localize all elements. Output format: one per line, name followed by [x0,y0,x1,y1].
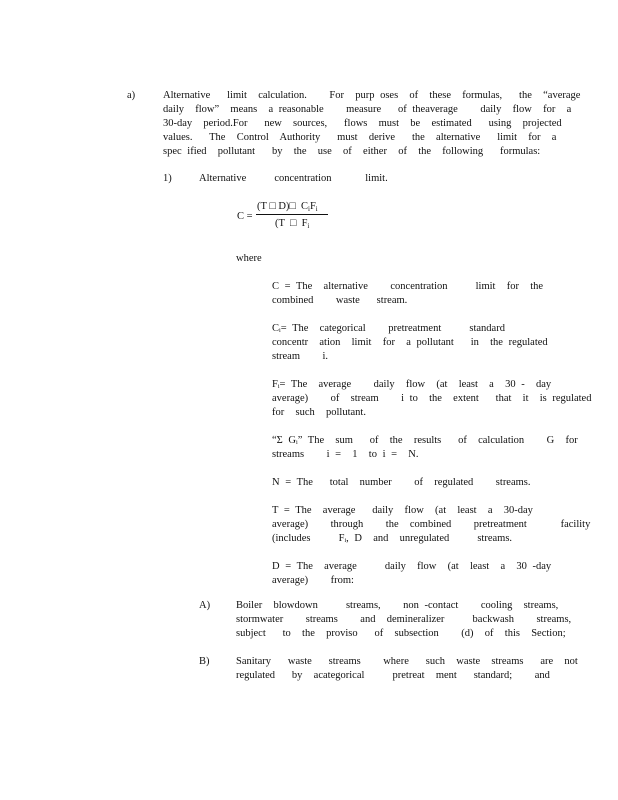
item-1-marker: 1) [163,173,172,184]
definition-n [272,476,532,490]
section-a-line: 30-day period.For new sources, flows must be estimated using projected [163,118,562,129]
formula-numerator-subscript: i [308,205,310,213]
formula-denominator-subscript: i [307,222,310,230]
formula-numerator-subscript-2: i [315,205,318,213]
definition-line: T = The average daily flow (at least a 30-day [272,505,533,516]
definition-line: stream i. [272,351,329,362]
definition-line: N = The total number of regulated streams. [272,477,531,488]
definition-ci [272,322,548,364]
section-a-line: spec ified pollutant by the use of either of the following formulas: [163,146,541,157]
item-1-label: Alternative concentration limit. [199,173,388,184]
definition-d [272,560,552,588]
alternative-concentration-formula [237,198,347,238]
section-a-line: Alternative limit calculation. For purp oses of these formulas, the “average [163,90,581,101]
definition-line: average) from: [272,575,354,586]
section-a-line: daily flow” means a reasonable measure of theaverage daily flow for a [163,104,572,115]
definition-fi [272,378,592,420]
definition-line: concentr ation limit for a pollutant in the regulated [272,337,548,348]
definition-sum-gi [272,434,578,462]
definition-line: combined waste stream. [272,295,408,306]
definition-line: (includes Fᵢ, D and unregulated streams. [272,533,513,544]
sub-item-line: Boiler blowdown streams, non -contact cooling streams, [236,600,559,611]
definitions-list [272,280,592,602]
sub-item-line: regulated by acategorical pretreat ment standard; and [236,670,550,681]
sub-item-line: stormwater streams and demineralizer backwash streams, [236,614,572,625]
definition-c [272,280,544,308]
formula-numerator-flow: F [309,201,316,212]
sub-item-line: subject to the proviso of subsection (d) of this Section; [236,628,566,639]
definition-t [272,504,591,546]
sub-item-b-marker: B) [199,656,210,667]
definition-line: Fᵢ= The average daily flow (at least a 30 - day [272,379,552,390]
definition-line: streams i = 1 to i = N. [272,449,419,460]
definition-line: for such pollutant. [272,407,366,418]
sub-item-b-text [236,655,578,683]
definition-line: D = The average daily flow (at least a 30 -day [272,561,552,572]
sub-item-a-marker: A) [199,600,211,611]
definition-line: average) of stream i to the extent that it is regulated [272,393,592,404]
formula-denominator-text: (T □ F [275,218,308,229]
section-a-line: values. The Control Authority must derive the alternative limit for a [163,132,557,143]
formula-lhs: C = [237,211,253,222]
definition-line: average) through the combined pretreatment facility [272,519,591,530]
formula-numerator-text: (T □ D)□ C [257,201,308,212]
definition-line: “Σ Gᵢ” The sum of the results of calculation G for [272,435,578,446]
sub-item-line: Sanitary waste streams where such waste streams are not [236,656,578,667]
section-a-marker: a) [127,90,136,101]
definition-line: Cᵢ= The categorical pretreatment standard [272,323,505,334]
formula-denominator [275,217,309,233]
fraction-bar [256,214,328,215]
where-label: where [236,253,262,264]
section-a-paragraph [163,89,581,159]
sub-item-a-text [236,599,572,641]
definition-line: C = The alternative concentration limit for the [272,281,544,292]
